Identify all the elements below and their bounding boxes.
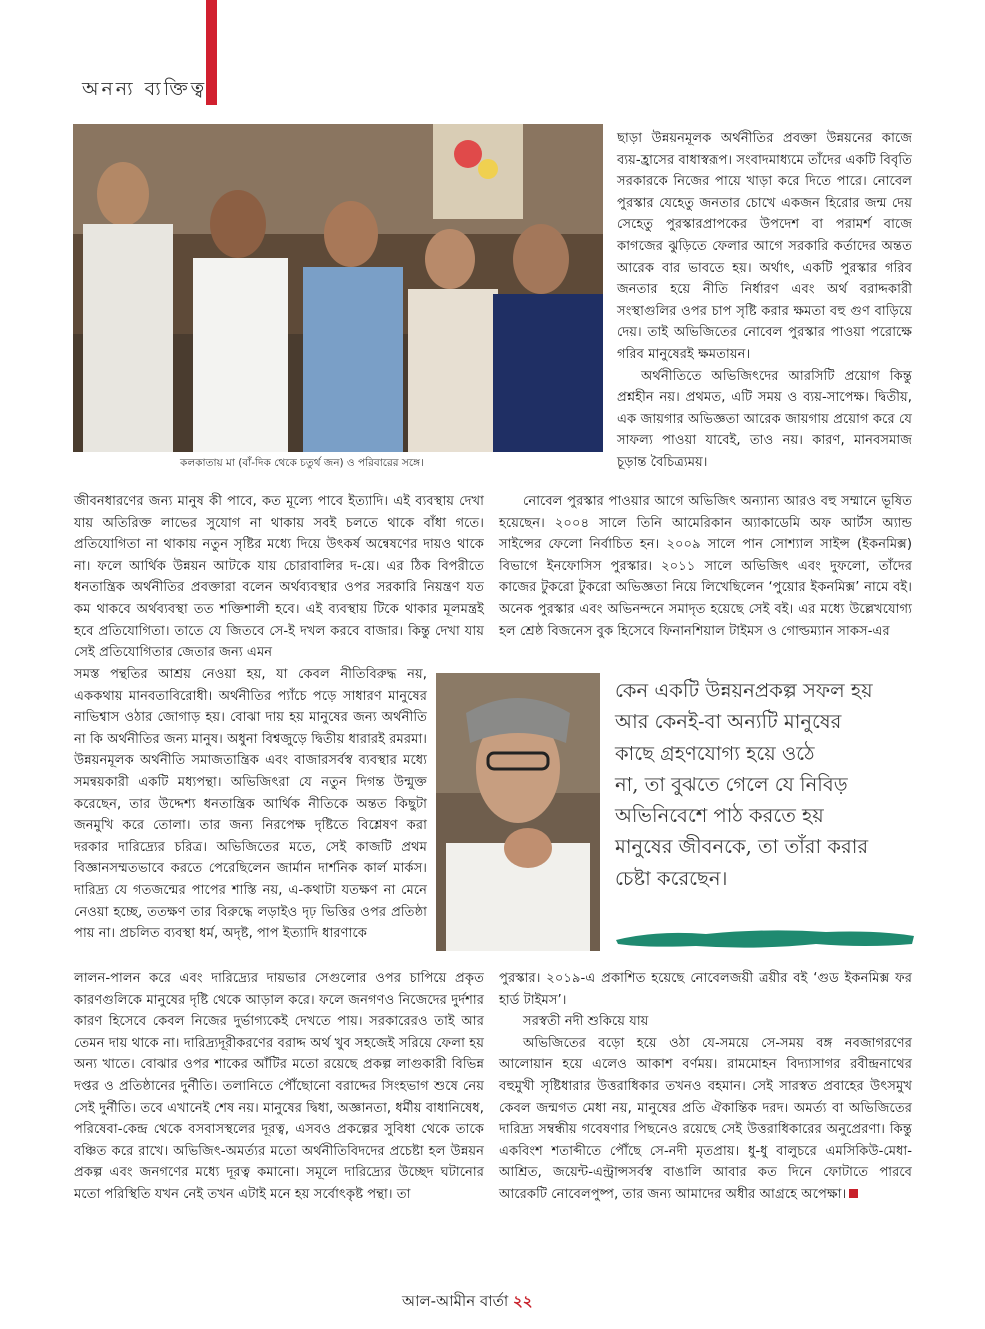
left-bottom-column: লালন-পালন করে এবং দারিদ্র্যের দায়ভার সেগুলোর ওপর চাপিয়ে প্রকৃত কারণগুলিকে মানুষের দৃষ্টি থেকে আড়াল করে। ফলে জনগণও নিজেদের দুর্দশার কারণ হিসেবে কেবল নিজের দুর্ভাগ্যকেই দেখতে পায়। সরকারেরও তাই আর তেমন দায় থাকে না। দারিদ্র্যদূরীকরণের বরাদ্দ অর্থ খুব সহজেই সরিয়ে ফেলা হয় অন্য খাতে। বোঝার ওপর শাকের আঁটির মতো রয়েছে প্রকল্প লাগুকারী বিভিন্ন দপ্তর ও প্রতিষ্ঠানের দুর্নীতি। তলানিতে পৌঁছোনো বরাদ্দের সিংহভাগ শুষে নেয় সেই দুর্নীতি। তবে এখানেই শেষ নয়। মানুষের দ্বিধা, অজ্ঞানতা, ধর্মীয় বাধানিষেধ, পরিষেবা-কেন্দ্র থেকে বসবাসস্থলের দূরত্ব, এসবও প্রকল্পের সুবিধা থেকে তাকে বঞ্চিত করে রাখে। অভিজিৎ-অমর্ত্যর মতো অর্থনীতিবিদদের প্রচেষ্টা হল উন্নয়ন প্রকল্প এবং জনগণের মধ্যে দূরত্ব কমানো। সমূলে দারিদ্র্যের উচ্ছেদ ঘটানোর মতো পরিস্থিতি যখন নেই তখন এটাই মনে হয় সর্বোৎকৃষ্ট পন্থা। তা [74, 971, 484, 1202]
quote-line: মানুষের জীবনকে, তা তাঁরা করার [615, 835, 869, 859]
section-title: অনন্য ব্যক্তিত্ব [82, 78, 208, 100]
quote-line: কেন একটি উন্নয়নপ্রকল্প সফল হয় [615, 679, 873, 702]
end-mark-icon [849, 1189, 858, 1198]
left-lower-column: সমস্ত পন্থতির আশ্রয় নেওয়া হয়, যা কেবল নীতিবিরুদ্ধ নয়, এককথায় মানবতাবিরোধী। অর্থনীতির প্যাঁচে পড়ে সাধারণ মানুষের নাভিশ্বাস ওঠার জোগাড় হয়। বোঝা দায় হয় মানুষের জন্য অর্থনীতি না কি অর্থনীতির জন্য মানুষ। অধুনা বিশ্বজুড়ে দ্বিতীয় ধারারই রমরমা। উন্নয়নমূলক অর্থনীতি সমাজতান্ত্রিক এবং বাজারসর্বস্ব ব্যবস্থার মধ্যে সমন্বয়কারী একটি মধ্যপন্থা। অভিজিৎরা যে নতুন দিগন্ত উন্মুক্ত করেছেন, তার উদ্দেশ্য ধনতান্ত্রিক আর্থিক নীতিকে অন্তত কিছুটা জনমুখি করে তোলা। তার জন্য নিরপেক্ষ দৃষ্টিতে বিশ্লেষণ করা দরকার দারিদ্র্যের চরিত্র। অভিজিতের মতে, সেই কাজটি প্রথম বিজ্ঞানসম্মতভাবে করতে পেরেছিলেন জার্মান দার্শনিক কার্ল মার্কস। দারিদ্র্য যে গতজন্মের পাপের শাস্তি নয়, এ-কথাটা যতক্ষণ না মেনে নেওয়া হচ্ছে, ততক্ষণ তার বিরুদ্ধে লড়াইও দৃঢ় ভিত্তির ওপর প্রতিষ্ঠা পায় না। প্রচলিত ব্যবস্থা ধর্ম, অদৃষ্ট, পাপ ইত্যাদি ধারণাকে [74, 667, 427, 942]
paragraph: ছাড়া উন্নয়নমূলক অর্থনীতির প্রবক্তা উন্নয়নের কাজে ব্যয়-হ্রাসের বাধাস্বরূপ। সংবাদমাধ্যমে তাঁদের একটি বিবৃতি সরকারকে নিজের পায়ে খাড়া করে দিতে পারে। নোবেল পুরস্কার যেহেতু জনতার চোখে একজন হিরোর জন্ম দেয় সেহেতু পুরস্কারপ্রাপকের উপদেশ বা পরামর্শ বাজে কাগজের ঝুড়িতে ফেলার আগে সরকারি কর্তাদের অন্তত আরেক বার ভাবতে হয়। অর্থাৎ, একটি পুরস্কার গরিব জনতার হয়ে নীতি নির্ধারণ এবং অর্থ বরাদ্দকারী সংস্থাগুলির ওপর চাপ সৃষ্টি করার ক্ষমতা বহু গুণ বাড়িয়ে দেয়। তাই অভিজিতের নোবেল পুরস্কার পাওয়া পরোক্ষে গরিব মানুষেরই ক্ষমতায়ন। [617, 131, 912, 362]
right-bottom-column [499, 968, 912, 1206]
portrait-photo [436, 673, 600, 951]
header-accent-bar [206, 0, 217, 105]
left-middle-column: জীবনধারণের জন্য মানুষ কী পাবে, কত মূল্যে পাবে ইত্যাদি। এই ব্যবস্থায় দেখা যায় অতিরিক্ত লাভের সুযোগ না থাকায় সবই চলতে থাকে বাঁধা গতে। প্রতিযোগিতা না থাকায় নতুন সৃষ্টির মধ্যে দিয়ে উৎকর্ষ অন্বেষণের দায়ও থাকে না। ফলে আর্থিক উন্নয়ন আটকে যায় চোরাবালির দ-য়ে। এর ঠিক বিপরীতে ধনতান্ত্রিক অর্থনীতির প্রবক্তারা বলেন অর্থব্যবস্থার ওপর সরকারি নিয়ন্ত্রণ যত কম থাকবে অর্থব্যবস্থা তত শক্তিশালী হবে। এই ব্যবস্থায় টিকে থাকার মূলমন্ত্রই হবে প্রতিযোগিতা। তাতে যে জিতবে সে-ই দখল করবে বাজার। কিন্তু দেখা যায় সেই প্রতিযোগিতার জেতার জন্য এমন [74, 494, 484, 661]
page-number: ২২ [513, 1292, 533, 1310]
quote-line: চেষ্টা করেছেন। [615, 866, 728, 890]
paragraph-text: অভিজিতের বড়ো হয়ে ওঠা যে-সময়ে সে-সময় বঙ্গ নবজাগরণের আলোয়ান হয়ে এলেও আকাশ বর্ণময়। রামমোহন বিদ্যাসাগর রবীন্দ্রনাথের বহুমুখী সৃষ্টিধারার উত্তরাধিকার তখনও বহমান। সেই সারস্বত প্রবাহের উৎসমুখ কেবল জন্মগত মেধা নয়, মানুষের প্রতি ঐকান্তিক দরদ। অমর্ত্য বা অভিজিতের দারিদ্র্য সম্বন্ধীয় গবেষণার পিছনেও রয়েছে সেই উত্তরাধিকারের অনুপ্রেরণা। কিন্তু একবিংশ শতাব্দীতে পৌঁছে সে-নদী মৃতপ্রায়। ধু-ধু বালুচরে এমসিকিউ-মেধা-আশ্রিত, জয়েন্ট-এন্ট্রান্সসর্বস্ব বাঙালি আবার কত দিনে ফোটাতে পারবে আরেকটি নোবেলপুষ্প, তার জন্য আমাদের অধীর আগ্রহে অপেক্ষা। [499, 1035, 912, 1202]
brush-stroke-decoration [616, 922, 916, 952]
photo-caption: কলকাতায় মা (বাঁ-দিক থেকে চতুর্থ জন) ও পরিবারের সঙ্গে। [180, 457, 424, 469]
paragraph [499, 1033, 912, 1206]
subheading: সরস্বতী নদী শুকিয়ে যায় [523, 1014, 649, 1030]
right-middle-column: নোবেল পুরস্কার পাওয়ার আগে অভিজিৎ অন্যান্য আরও বহু সম্মানে ভূষিত হয়েছেন। ২০০৪ সালে তিনি আমেরিকান অ্যাকাডেমি অফ আর্টস অ্যান্ড সাইন্সের ফেলো নির্বাচিত হন। ২০০৯ সালে পান সোশ্যাল সাইন্স (ইকনমিক্স) বিভাগে ইনফোসিস পুরস্কার। ২০১১ সালে অভিজিৎ এবং দুফলো, তাঁদের কাজের টুকরো টুকরো অভিজ্ঞতা নিয়ে লিখেছিলেন ‘পুয়োর ইকনমিক্স’ নামে বই। অনেক পুরস্কার এবং অভিনন্দনে সমাদৃত হয়েছে সেই বই। এর মধ্যে উল্লেখযোগ্য হল শ্রেষ্ঠ বিজনেস বুক হিসেবে ফিনানশিয়াল টাইমস ও গোল্ডম্যান সাকস-এর [499, 494, 912, 639]
quote-line: আর কেনই-বা অন্যটি মানুষের [615, 710, 842, 734]
pull-quote [615, 675, 930, 894]
quote-line: কাছে গ্রহণযোগ্য হয়ে ওঠে [615, 741, 815, 765]
paragraph: অর্থনীতিতে অভিজিৎদের আরসিটি প্রয়োগ কিন্তু প্রশ্নহীন নয়। প্রথমত, এটি সময় ও ব্যয়-সাপেক্ষ। দ্বিতীয়, এক জায়গার অভিজ্ঞতা আরেক জায়গায় প্রয়োগ করে যে সাফল্য পাওয়া যাবেই, তাও নয়। কারণ, মানবসমাজ চূড়ান্ত বৈচিত্র্যময়। [617, 368, 912, 470]
magazine-name: আল-আমীন বার্তা [402, 1292, 509, 1310]
right-top-column [617, 128, 912, 474]
family-photo [73, 124, 603, 452]
footer [402, 1290, 533, 1315]
paragraph: পুরস্কার। ২০১৯-এ প্রকাশিত হয়েছে নোবেলজয়ী ত্রয়ীর বই ‘গুড ইকনমিক্স ফর হার্ড টাইমস’। [499, 971, 912, 1008]
quote-line: অভিনিবেশে পাঠ করতে হয় [615, 804, 824, 828]
quote-line: না, তা বুঝতে গেলে যে নিবিড় [615, 772, 848, 796]
